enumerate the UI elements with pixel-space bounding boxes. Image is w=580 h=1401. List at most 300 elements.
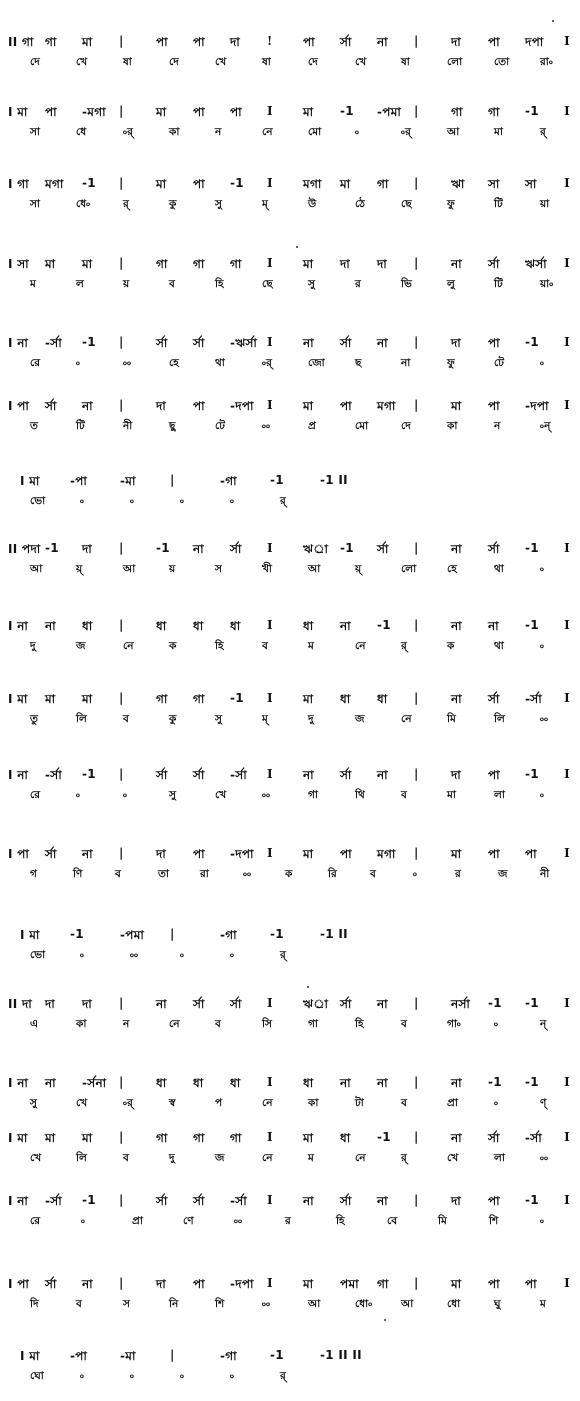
stanza bbox=[0, 104, 580, 148]
bar-line: | bbox=[119, 335, 124, 349]
swara-note: না bbox=[377, 997, 388, 1011]
swara-note: -মা bbox=[120, 474, 136, 488]
bar-line: | bbox=[414, 1276, 419, 1290]
lyric-row bbox=[0, 125, 580, 145]
bar-line: I bbox=[267, 1075, 273, 1089]
swara-note: র্সা bbox=[340, 35, 352, 49]
lyric-syllable: কা bbox=[76, 1018, 87, 1030]
lyric-syllable: ৹ bbox=[81, 1215, 86, 1227]
swara-note: পা bbox=[193, 105, 205, 119]
swara-note: মা bbox=[303, 105, 314, 119]
swara-note: না bbox=[377, 768, 388, 782]
lyric-syllable: র bbox=[355, 278, 361, 290]
swara-note: পা bbox=[488, 399, 500, 413]
lyric-row bbox=[0, 419, 580, 439]
swara-note: না bbox=[451, 692, 462, 706]
swara-row bbox=[0, 473, 580, 493]
swara-note: দা bbox=[82, 997, 93, 1011]
lyric-syllable: কা bbox=[308, 1097, 319, 1109]
lyric-syllable: উ bbox=[308, 198, 317, 210]
swara-note: র্সা bbox=[488, 257, 500, 271]
swara-note: পা bbox=[340, 847, 352, 861]
lyric-syllable: সা bbox=[30, 126, 40, 138]
swara-note: I মা bbox=[8, 105, 28, 119]
swara-note: মা bbox=[451, 1277, 462, 1291]
swara-note: গা bbox=[45, 35, 57, 49]
swara-note: I মা bbox=[20, 1349, 40, 1363]
lyric-row bbox=[0, 277, 580, 297]
lyric-row bbox=[0, 562, 580, 582]
lyric-syllable: প্র bbox=[308, 420, 316, 432]
bar-line: I bbox=[564, 846, 570, 860]
swara-note: -1 bbox=[525, 541, 539, 555]
lyric-syllable: য়্ bbox=[76, 563, 83, 575]
swara-row bbox=[0, 34, 580, 54]
lyric-syllable: গা bbox=[308, 789, 318, 801]
lyric-syllable: কু bbox=[169, 198, 177, 210]
lyric-syllable: টি bbox=[76, 420, 85, 432]
swara-note: মগা bbox=[45, 177, 64, 191]
stanza bbox=[0, 1276, 580, 1320]
lyric-row bbox=[0, 1151, 580, 1171]
swara-note: -1 bbox=[377, 618, 391, 632]
scan-speck bbox=[384, 1319, 386, 1321]
swara-note: -দপা bbox=[230, 1277, 254, 1291]
bar-line: | bbox=[170, 473, 175, 487]
lyric-syllable: গা bbox=[308, 1018, 318, 1030]
lyric-syllable: ৹৹ bbox=[540, 713, 549, 725]
swara-note: মা bbox=[45, 692, 56, 706]
stanza bbox=[0, 1193, 580, 1237]
swara-note: -1 II bbox=[320, 473, 348, 487]
lyric-syllable: নী bbox=[540, 868, 550, 880]
lyric-syllable: ৹ bbox=[413, 868, 418, 880]
swara-note: I সা bbox=[8, 257, 29, 271]
stanza bbox=[0, 1075, 580, 1119]
stanza bbox=[0, 473, 580, 517]
swara-note: -দপা bbox=[525, 399, 549, 413]
lyric-syllable: ৹৹ bbox=[130, 949, 139, 961]
swara-note: দপা bbox=[525, 35, 544, 49]
lyric-syllable: তো bbox=[494, 56, 510, 68]
swara-note: না bbox=[451, 619, 462, 633]
swara-note: -1 bbox=[525, 104, 539, 118]
swara-note: ধা bbox=[230, 1076, 241, 1090]
lyric-syllable: ৹ bbox=[494, 1018, 499, 1030]
lyric-syllable: থি bbox=[355, 789, 365, 801]
swara-note: না bbox=[193, 542, 204, 556]
stanza bbox=[0, 176, 580, 220]
swara-note: I না bbox=[8, 619, 29, 633]
lyric-syllable: র্ bbox=[280, 1370, 286, 1382]
bar-line: | bbox=[170, 1348, 175, 1362]
lyric-syllable: কু bbox=[169, 713, 177, 725]
lyric-syllable: সি bbox=[262, 1018, 272, 1030]
lyric-syllable: ছে bbox=[401, 198, 412, 210]
swara-row bbox=[0, 1276, 580, 1296]
lyric-syllable: মো bbox=[308, 126, 322, 138]
lyric-syllable: সু bbox=[308, 278, 315, 290]
lyric-syllable: হে bbox=[447, 563, 457, 575]
swara-note: গা bbox=[377, 1277, 389, 1291]
swara-note: মা bbox=[303, 1131, 314, 1145]
swara-row bbox=[0, 1130, 580, 1150]
scan-speck bbox=[296, 246, 298, 248]
bar-line: I bbox=[564, 767, 570, 781]
swara-note: না bbox=[45, 619, 56, 633]
swara-note: -1 bbox=[82, 767, 96, 781]
lyric-syllable: রি bbox=[328, 868, 337, 880]
lyric-syllable: ৹ bbox=[180, 949, 185, 961]
swara-note: মা bbox=[82, 35, 93, 49]
swara-note: মা bbox=[451, 847, 462, 861]
swara-note: -1 bbox=[270, 473, 284, 487]
bar-line: | bbox=[414, 34, 419, 48]
bar-line: I bbox=[267, 1130, 273, 1144]
swara-note: ধা bbox=[156, 1076, 167, 1090]
lyric-syllable: সু bbox=[215, 198, 222, 210]
lyric-syllable: ৹ bbox=[80, 495, 85, 507]
swara-note: র্সা bbox=[340, 336, 352, 350]
swara-note: না bbox=[45, 1076, 56, 1090]
bar-line: | bbox=[414, 1130, 419, 1144]
lyric-syllable: ছে bbox=[262, 278, 273, 290]
swara-note: ধা bbox=[303, 1076, 314, 1090]
swara-note: II দা bbox=[8, 997, 33, 1011]
lyric-syllable: ৹৹ bbox=[262, 789, 271, 801]
swara-note: I গা bbox=[8, 177, 29, 191]
lyric-syllable: রে bbox=[30, 357, 41, 369]
swara-note: -1 bbox=[340, 541, 354, 555]
bar-line: I bbox=[564, 1276, 570, 1290]
swara-note: গা bbox=[193, 1131, 205, 1145]
bar-line: I bbox=[267, 176, 273, 190]
swara-note: না bbox=[451, 1131, 462, 1145]
lyric-syllable: থা bbox=[215, 357, 225, 369]
lyric-row bbox=[0, 55, 580, 75]
bar-line: | bbox=[414, 1075, 419, 1089]
lyric-syllable: থা bbox=[494, 640, 504, 652]
swara-note: র্সা bbox=[45, 1277, 57, 1291]
swara-note: -1 bbox=[270, 927, 284, 941]
lyric-syllable: ৹৹ bbox=[262, 420, 271, 432]
swara-note: -1 bbox=[45, 541, 59, 555]
stanza bbox=[0, 256, 580, 300]
swara-row bbox=[0, 104, 580, 124]
lyric-syllable: য়্ bbox=[355, 563, 362, 575]
lyric-syllable: খে bbox=[355, 56, 367, 68]
swara-note: ঋর্সা bbox=[525, 257, 547, 271]
lyric-syllable: প bbox=[215, 1097, 223, 1109]
lyric-syllable: লা bbox=[494, 789, 505, 801]
lyric-syllable: ত bbox=[30, 420, 38, 432]
swara-note: পা bbox=[340, 399, 352, 413]
swara-note: -র্সা bbox=[45, 768, 62, 782]
swara-row bbox=[0, 767, 580, 787]
lyric-syllable: ক bbox=[169, 640, 177, 652]
swara-note: I মা bbox=[20, 928, 40, 942]
lyric-syllable: দি bbox=[30, 1298, 39, 1310]
lyric-syllable: টা bbox=[355, 1097, 364, 1109]
lyric-syllable: ম্ bbox=[262, 713, 268, 725]
swara-note: -1 bbox=[340, 104, 354, 118]
lyric-syllable: ভো bbox=[30, 949, 46, 961]
lyric-syllable: ছু bbox=[169, 420, 176, 432]
swara-note: -1 bbox=[82, 335, 96, 349]
lyric-syllable: ছ bbox=[355, 357, 362, 369]
lyric-syllable: লি bbox=[76, 713, 87, 725]
bar-line: I bbox=[564, 541, 570, 555]
swara-note: পা bbox=[488, 35, 500, 49]
swara-note: -র্সা bbox=[230, 768, 247, 782]
swara-note: না bbox=[340, 1076, 351, 1090]
swara-note: র্সা bbox=[156, 336, 168, 350]
lyric-syllable: দু bbox=[30, 640, 36, 652]
bar-line: | bbox=[119, 1130, 124, 1144]
swara-note: দা bbox=[451, 35, 462, 49]
lyric-syllable: র্ bbox=[401, 640, 407, 652]
lyric-syllable: দু bbox=[169, 1152, 175, 1164]
swara-note: পা bbox=[193, 1277, 205, 1291]
lyric-syllable: ধে৹ bbox=[76, 198, 91, 210]
swara-note: মা bbox=[45, 257, 56, 271]
swara-note: I মা bbox=[8, 1131, 28, 1145]
lyric-syllable: ফু bbox=[447, 357, 455, 369]
lyric-syllable: এ bbox=[30, 1018, 38, 1030]
swara-row bbox=[0, 691, 580, 711]
swara-note: গা bbox=[193, 257, 205, 271]
bar-line: I bbox=[267, 1193, 273, 1207]
lyric-syllable: ৹র্ bbox=[123, 126, 133, 138]
bar-line: I bbox=[267, 767, 273, 781]
lyric-syllable: আ bbox=[401, 1298, 414, 1310]
swara-row bbox=[0, 1193, 580, 1213]
lyric-syllable: ৹ bbox=[230, 495, 235, 507]
lyric-syllable: ৹ bbox=[123, 789, 128, 801]
swara-note: মা bbox=[303, 692, 314, 706]
stanza bbox=[0, 996, 580, 1040]
lyric-syllable: ব bbox=[370, 868, 376, 880]
lyric-syllable: কা bbox=[447, 420, 458, 432]
lyric-syllable: লু bbox=[447, 278, 455, 290]
bar-line: I bbox=[564, 1130, 570, 1144]
stanza bbox=[0, 1348, 580, 1392]
swara-note: ঋর্া bbox=[303, 997, 329, 1011]
swara-note: -1 bbox=[230, 176, 244, 190]
lyric-syllable: লো bbox=[447, 56, 463, 68]
bar-line: | bbox=[414, 618, 419, 632]
bar-line: | bbox=[414, 104, 419, 118]
lyric-syllable: মি bbox=[447, 713, 456, 725]
lyric-syllable: ৹৹ bbox=[123, 357, 132, 369]
bar-line: | bbox=[119, 398, 124, 412]
swara-note: -গা bbox=[220, 1349, 237, 1363]
lyric-syllable: ষা bbox=[262, 56, 271, 68]
swara-note: পা bbox=[488, 336, 500, 350]
swara-note: II পদা bbox=[8, 542, 41, 556]
swara-note: ঋা bbox=[451, 177, 465, 191]
swara-note: গা bbox=[156, 692, 168, 706]
lyric-syllable: ষা bbox=[123, 56, 132, 68]
lyric-syllable: খী bbox=[262, 563, 272, 575]
swara-note: -1 bbox=[156, 541, 170, 555]
lyric-syllable: ব bbox=[262, 640, 268, 652]
swara-note: র্সা bbox=[193, 768, 205, 782]
lyric-syllable: ৹৹ bbox=[540, 1152, 549, 1164]
bar-line: ! bbox=[267, 34, 273, 48]
swara-note: পা bbox=[193, 35, 205, 49]
swara-note: র্সা bbox=[488, 692, 500, 706]
swara-note: না bbox=[82, 1277, 93, 1291]
lyric-syllable: সা bbox=[30, 198, 40, 210]
lyric-syllable: টে bbox=[494, 357, 504, 369]
lyric-syllable: ভি bbox=[401, 278, 412, 290]
swara-note: -দপা bbox=[230, 399, 254, 413]
swara-note: -গা bbox=[220, 474, 237, 488]
bar-line: I bbox=[564, 398, 570, 412]
swara-note: I পা bbox=[8, 399, 30, 413]
lyric-syllable: ফু bbox=[447, 198, 455, 210]
lyric-syllable: আ bbox=[30, 563, 43, 575]
bar-line: | bbox=[119, 1193, 124, 1207]
lyric-syllable: র্ bbox=[401, 1152, 407, 1164]
lyric-syllable: রা bbox=[200, 868, 209, 880]
swara-note: মা bbox=[82, 692, 93, 706]
swara-note: I মা bbox=[8, 692, 28, 706]
lyric-syllable: হে bbox=[169, 357, 179, 369]
swara-note: পা bbox=[193, 177, 205, 191]
swara-note: -1 bbox=[82, 1193, 96, 1207]
bar-line: | bbox=[119, 104, 124, 118]
lyric-syllable: লা bbox=[494, 1152, 505, 1164]
lyric-syllable: সু bbox=[169, 789, 176, 801]
lyric-syllable: ৹র্ bbox=[123, 1097, 133, 1109]
lyric-row bbox=[0, 1096, 580, 1116]
lyric-syllable: ক bbox=[285, 868, 293, 880]
lyric-syllable: টে bbox=[215, 420, 225, 432]
bar-line: I bbox=[267, 541, 273, 555]
swara-row bbox=[0, 927, 580, 947]
swara-note: -র্সনা bbox=[82, 1076, 107, 1090]
swara-note: ধা bbox=[230, 619, 241, 633]
swara-note: পা bbox=[488, 1194, 500, 1208]
lyric-syllable: খে bbox=[215, 789, 227, 801]
lyric-syllable: মা bbox=[447, 789, 456, 801]
swara-note: র্সা bbox=[340, 768, 352, 782]
lyric-syllable: খে bbox=[447, 1152, 459, 1164]
swara-note: -পা bbox=[70, 1349, 88, 1363]
lyric-row bbox=[0, 494, 580, 514]
swara-note: না bbox=[303, 768, 314, 782]
bar-line: | bbox=[170, 927, 175, 941]
bar-line: I bbox=[564, 996, 570, 1010]
swara-note: না bbox=[377, 1076, 388, 1090]
lyric-syllable: ল bbox=[76, 278, 84, 290]
bar-line: | bbox=[414, 691, 419, 705]
lyric-syllable: হি bbox=[215, 640, 224, 652]
swara-note: না bbox=[82, 847, 93, 861]
swara-note: -1 bbox=[525, 1075, 539, 1089]
swara-note: না bbox=[488, 619, 499, 633]
swara-note: মা bbox=[451, 399, 462, 413]
swara-note: র্সা bbox=[156, 1194, 168, 1208]
swara-note: -1 bbox=[525, 335, 539, 349]
lyric-row bbox=[0, 867, 580, 887]
bar-line: | bbox=[414, 996, 419, 1010]
lyric-syllable: লি bbox=[76, 1152, 87, 1164]
swara-note: -ঋর্সা bbox=[230, 336, 258, 350]
swara-note: দা bbox=[156, 847, 167, 861]
swara-row bbox=[0, 176, 580, 196]
bar-line: | bbox=[119, 1276, 124, 1290]
lyric-syllable: তু bbox=[30, 713, 38, 725]
lyric-syllable: ভো bbox=[30, 495, 46, 507]
lyric-syllable: ব bbox=[115, 868, 121, 880]
lyric-syllable: আ bbox=[308, 1298, 321, 1310]
lyric-syllable: সু bbox=[215, 713, 222, 725]
swara-note: -1 bbox=[525, 618, 539, 632]
lyric-syllable: শি bbox=[489, 1215, 499, 1227]
bar-line: | bbox=[414, 846, 419, 860]
lyric-syllable: খে bbox=[215, 56, 227, 68]
stanza bbox=[0, 618, 580, 662]
lyric-syllable: মি bbox=[438, 1215, 447, 1227]
swara-note: মা bbox=[156, 105, 167, 119]
swara-note: -দপা bbox=[230, 847, 254, 861]
lyric-syllable: লো bbox=[401, 563, 417, 575]
lyric-syllable: স্ব bbox=[169, 1097, 176, 1109]
lyric-syllable: ব bbox=[123, 713, 129, 725]
lyric-syllable: না bbox=[401, 357, 411, 369]
lyric-syllable: জ bbox=[215, 1152, 225, 1164]
lyric-syllable: লি bbox=[494, 713, 505, 725]
lyric-syllable: নে bbox=[169, 1018, 180, 1030]
lyric-syllable: নে bbox=[262, 1097, 273, 1109]
bar-line: | bbox=[119, 691, 124, 705]
lyric-syllable: শি bbox=[215, 1298, 225, 1310]
lyric-syllable: দে bbox=[401, 420, 411, 432]
swara-note: -র্সা bbox=[45, 336, 62, 350]
swara-note: দা bbox=[156, 1277, 167, 1291]
stanza bbox=[0, 846, 580, 890]
lyric-syllable: ৹ bbox=[540, 357, 545, 369]
swara-note: -1 bbox=[488, 1075, 502, 1089]
lyric-syllable: দু bbox=[308, 713, 314, 725]
bar-line: | bbox=[414, 767, 419, 781]
swara-note: দা bbox=[45, 997, 56, 1011]
lyric-syllable: ন bbox=[215, 126, 222, 138]
swara-note: -1 bbox=[525, 996, 539, 1010]
bar-line: I bbox=[564, 618, 570, 632]
swara-note: মগা bbox=[303, 177, 322, 191]
swara-note: -1 bbox=[70, 927, 84, 941]
lyric-syllable: প্রা bbox=[447, 1097, 458, 1109]
swara-note: -গা bbox=[220, 928, 237, 942]
swara-note: -1 II II bbox=[320, 1348, 362, 1362]
swara-note: র্সা bbox=[488, 1131, 500, 1145]
lyric-syllable: তা bbox=[158, 868, 169, 880]
swara-note: I না bbox=[8, 1076, 29, 1090]
swara-note: দা bbox=[340, 257, 351, 271]
bar-line: I bbox=[564, 1193, 570, 1207]
swara-note: মা bbox=[303, 1277, 314, 1291]
lyric-syllable: ৹ bbox=[80, 949, 85, 961]
scan-speck bbox=[552, 20, 554, 22]
swara-note: পা bbox=[525, 1277, 537, 1291]
lyric-syllable: রে bbox=[30, 789, 41, 801]
lyric-syllable: য় bbox=[123, 278, 130, 290]
bar-line: | bbox=[119, 176, 124, 190]
